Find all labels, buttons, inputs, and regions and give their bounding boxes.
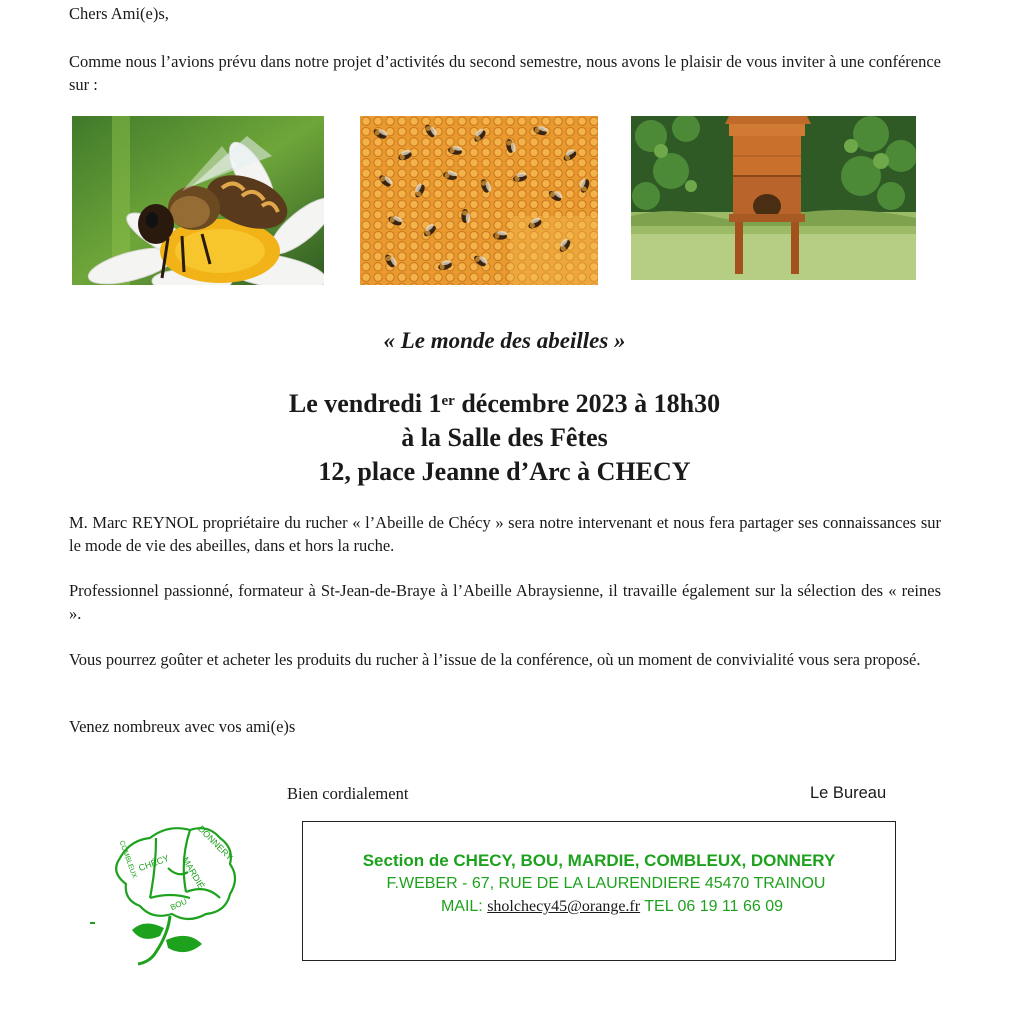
signature-text: Le Bureau (810, 784, 887, 802)
contact-mail-line (329, 898, 895, 916)
logo-label-donnery: DONNERY (196, 823, 235, 863)
logo-label-combleux: COMBLEUX (117, 839, 138, 880)
tasting-paragraph: Vous pourrez goûter et acheter les produits du rucher à l’issue de la conférence, où un moment de convivialité vous sera proposé. (69, 650, 921, 669)
speaker-bio-paragraph: Professionnel passionné, formateur à St-Jean-de-Braye à l’Abeille Abraysienne, il travaille également sur la sélection des « reines ». (69, 581, 941, 623)
speaker-paragraph: M. Marc REYNOL propriétaire du rucher « l’Abeille de Chécy » sera notre intervenant et nous fera partager ses connaissances sur le mode de vie des abeilles, dans et hors la ruche. (69, 513, 941, 555)
wooden-beehive-photo (631, 116, 916, 280)
invitation-line: Venez nombreux avec vos ami(e)s (69, 717, 296, 736)
closing-text: Bien cordialement (287, 784, 409, 803)
section-map-logo (98, 818, 248, 968)
mail-label: MAIL: (440, 898, 488, 915)
event-date: Le vendredi 1er décembre 2023 à 18h30 (288, 389, 721, 418)
contact-address: F.WEBER - 67, RUE DE LA LAURENDIERE 45470 TRAINOU (386, 875, 826, 892)
event-venue: à la Salle des Fêtes (401, 423, 608, 452)
phone-text: TEL 06 19 11 66 09 (640, 898, 784, 915)
logo-label-checy: CHÉCY (137, 852, 171, 874)
intro-paragraph: Comme nous l’avions prévu dans notre projet d’activités du second semestre, nous avons le plaisir de vous inviter à une conférence sur : (69, 52, 941, 94)
contact-box (302, 821, 896, 961)
email-link[interactable]: sholchecy45@orange.fr (487, 898, 641, 915)
bee-on-daisy-photo (72, 116, 324, 285)
honeycomb-bees-photo (360, 116, 598, 285)
section-name: Section de CHECY, BOU, MARDIE, COMBLEUX, DONNERY (362, 851, 836, 870)
logo-label-bou: BOU (168, 896, 189, 913)
decorative-dash (90, 922, 95, 924)
event-address: 12, place Jeanne d’Arc à CHECY (318, 457, 691, 486)
logo-label-mardie: MARDIÉ (180, 855, 207, 891)
conference-title: « Le monde des abeilles » (383, 328, 626, 353)
greeting: Chers Ami(e)s, (69, 4, 169, 23)
